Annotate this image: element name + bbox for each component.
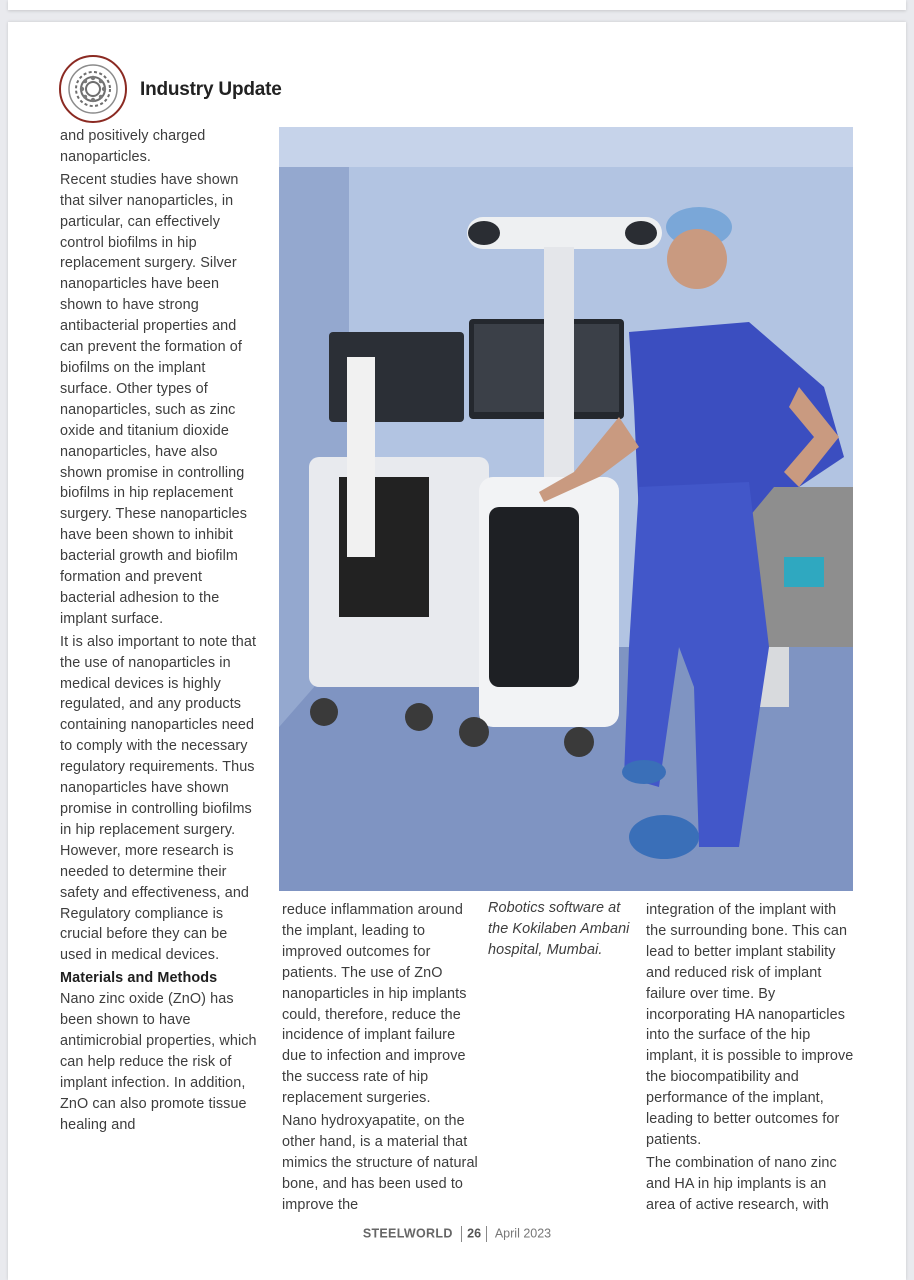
- article-photo: [279, 127, 853, 891]
- text-column-1: [60, 126, 260, 1138]
- footer-brand: STEELWORLD: [362, 1226, 453, 1241]
- issue-date: April 2023: [494, 1226, 552, 1241]
- page-number: 26: [467, 1226, 482, 1241]
- paragraph: The combination of nano zinc and HA in hip implants is an area of active research, with: [646, 1154, 837, 1213]
- paragraph: reduce inflammation around the implant, leading to improved outcomes for patients. The use of ZnO nanoparticles in hip implants could, therefore, reduce the incidence of implant failure due to infection and improve the success rate of hip replacement surgeries.: [282, 902, 467, 1107]
- paragraph: Nano zinc oxide (ZnO) has been shown to have antimicrobial properties, which can help reduce the risk of implant infection. In addition, ZnO can also promote tissue healing and: [60, 991, 257, 1133]
- text-column-2: [282, 900, 478, 1218]
- photo-caption: Robotics software at the Kokilaben Ambani hospital, Mumbai.: [488, 900, 630, 958]
- paragraph: Recent studies have shown that silver nanoparticles, in particular, can effectively control biofilms in hip replacement surgery. Silver nanoparticles have been shown to have strong antibacterial properties and can prevent the formation of biofilms on the implant surface. Other types of nanoparticles, such as zinc oxide and titanium dioxide nanoparticles, have also shown promise in controlling biofilms in hip replacement surgery. These nanoparticles have been shown to inhibit bacterial growth and biofilm formation and prevent bacterial adhesion to the implant surface.: [60, 171, 248, 627]
- paragraph: It is also important to note that the use of nanoparticles in medical devices is highly regulated, and any products containing nanoparticles need to comply with the necessary regulatory requirements. Thus nanoparticles have shown promise in controlling biofilms in hip replacement surgery. However, more research is needed to determine their safety and effectiveness, and Regulatory compliance is crucial before they can be used in medical devices.: [60, 633, 257, 964]
- subheading: Materials and Methods: [60, 970, 218, 987]
- footer-divider: [461, 1226, 462, 1242]
- page-footer: [0, 1226, 914, 1242]
- section-title: Industry Update: [140, 79, 282, 100]
- paragraph: integration of the implant with the surrounding bone. This can lead to better implant stability and reduced risk of implant failure over time. By incorporating HA nanoparticles into the surface of the hip implant, it is possible to improve the biocompatibility and performance of the implant, leading to better outcomes for patients.: [646, 902, 854, 1148]
- previous-page-edge: [8, 0, 906, 10]
- gear-icon: [59, 55, 127, 123]
- paragraph: and positively charged nanoparticles.: [60, 128, 206, 165]
- paragraph: Nano hydroxyapatite, on the other hand, is a material that mimics the structure of natural bone, and has been used to improve the: [282, 1113, 478, 1213]
- footer-divider: [486, 1226, 487, 1242]
- text-column-4: [646, 900, 856, 1218]
